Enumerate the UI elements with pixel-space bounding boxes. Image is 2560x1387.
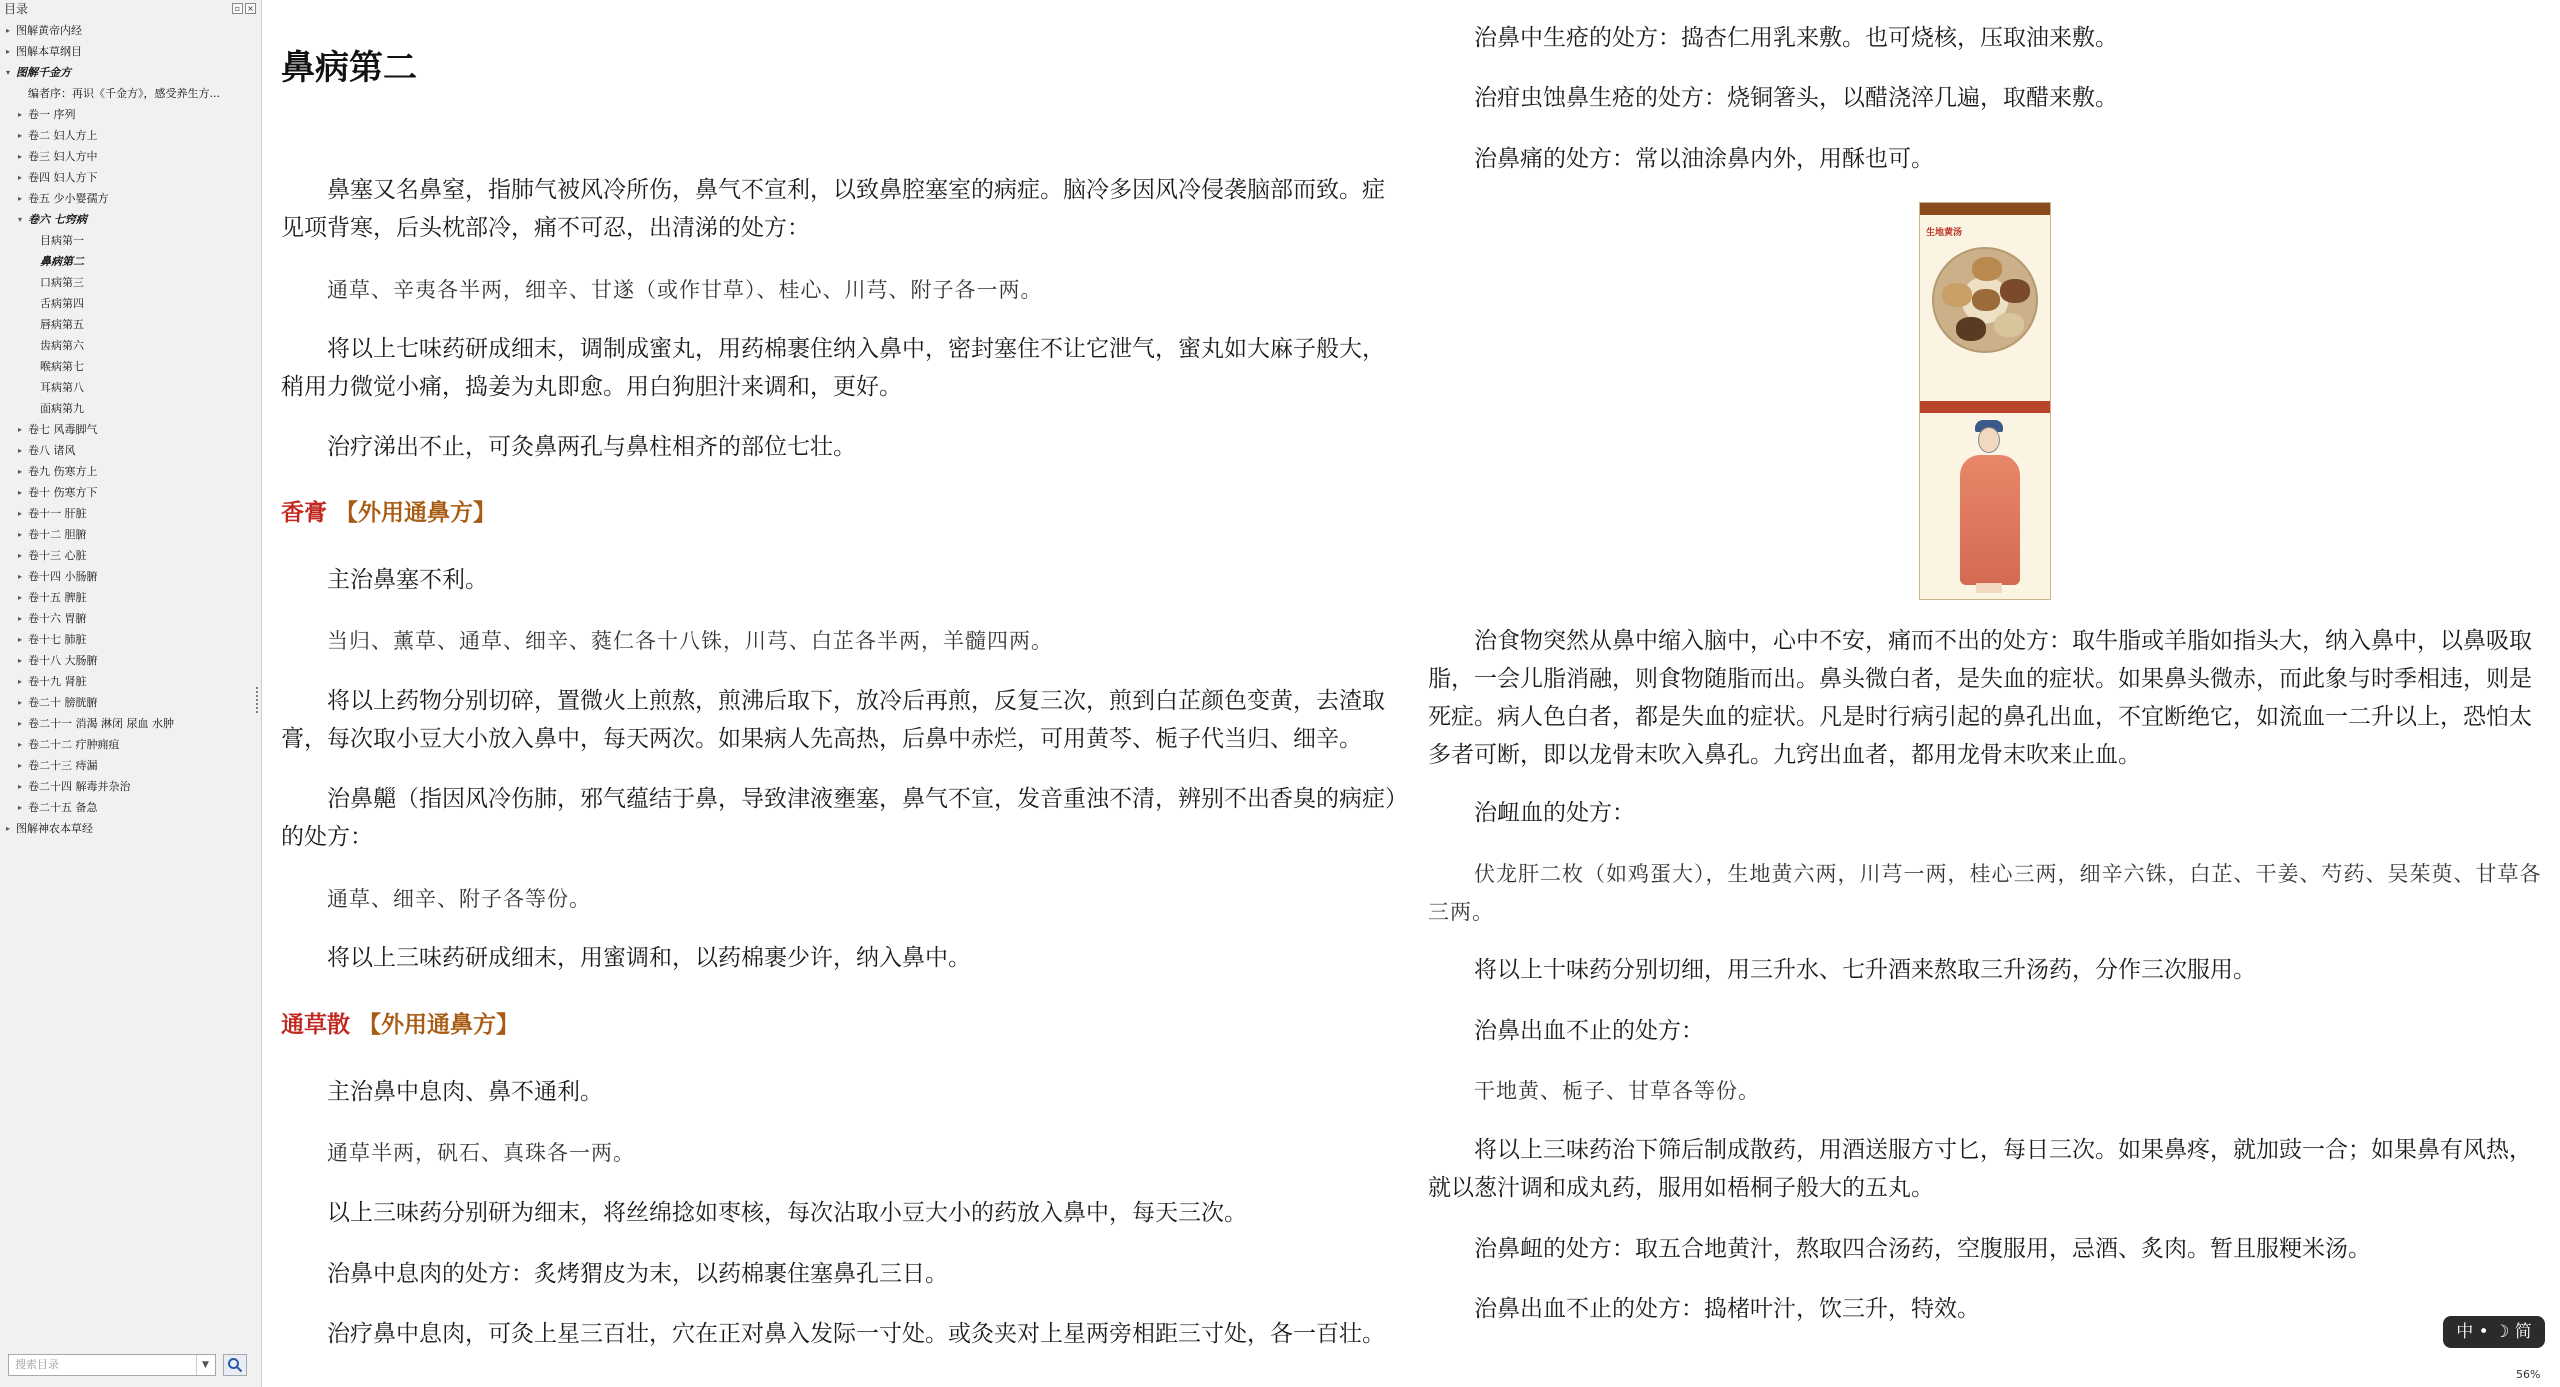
paragraph: 治鼻痛的处方：常以油涂鼻内外，用酥也可。 [1474,146,1934,172]
toc-item[interactable] [0,398,262,419]
toc-item-label: 耳病第八 [40,381,84,394]
chevron-right-icon[interactable]: ▸ [17,593,22,602]
toc-item-label: 卷十三 心脏 [28,549,87,562]
toc-item-label: 卷十五 脾脏 [28,591,87,604]
figure-head-image [1978,427,2000,453]
chevron-right-icon[interactable]: ▸ [17,509,22,518]
paragraph: 治鼻中息肉的处方：炙烤猬皮为末，以药棉裹住塞鼻孔三日。 [327,1261,948,1287]
toc-item-label: 卷四 妇人方下 [28,171,98,184]
chevron-right-icon[interactable]: ▸ [17,803,22,812]
herbal-illustration [1919,202,2051,600]
toc-item-label: 图解神农本草经 [16,822,93,835]
paragraph: 将以上三味药治下筛后制成散药，用酒送服方寸匕，每日三次。如果鼻疼，就加豉一合；如果鼻有风热，就以葱汁调和成丸药，服用如梧桐子般大的五丸。 [1428,1137,2532,1201]
toc-item-label: 图解千金方 [16,66,71,79]
toc-item-label: 齿病第六 [40,339,84,352]
illustration-banner [1920,401,2050,413]
toc-item-label: 卷十八 大肠腑 [28,654,98,667]
toc-item-label: 卷十一 肝脏 [28,507,87,520]
toc-item[interactable] [0,524,262,545]
paragraph: 将以上七味药研成细末，调制成蜜丸，用药棉裹住纳入鼻中，密封塞住不让它泄气，蜜丸如大麻子般大，稍用力微觉小痛，捣姜为丸即愈。用白狗胆汁来调和，更好。 [281,336,1385,400]
toc-item-label: 卷二十一 消渴 淋闭 尿血 水肿 [28,717,174,730]
toc-item[interactable] [0,335,262,356]
toc-item-label: 卷十九 肾脏 [28,675,87,688]
toc-item-label: 卷九 伤寒方上 [28,465,98,478]
paragraph: 治疳虫蚀鼻生疮的处方：烧铜箸头，以醋浇淬几遍，取醋来敷。 [1474,85,2118,111]
toc-item-label: 鼻病第二 [40,255,84,268]
toc-item[interactable] [0,167,262,188]
toc-item-label: 卷十 伤寒方下 [28,486,98,499]
chevron-down-icon[interactable]: ▼ [196,1355,214,1375]
toc-item[interactable] [0,776,262,797]
toc-item[interactable] [0,629,262,650]
chevron-right-icon[interactable]: ▸ [17,635,22,644]
section-heading-name: 香膏 [281,500,327,526]
herb-image [1956,317,1986,341]
paragraph: 主治鼻塞不利。 [327,567,488,593]
paragraph: 治食物突然从鼻中缩入脑中，心中不安，痛而不出的处方：取牛脂或羊脂如指头大，纳入鼻中，以鼻吸取脂，一会儿脂消融，则食物随脂而出。鼻头微白者，是失血的症状。如果鼻头微赤，而此象与时季相违，则是死症。病人色白者，都是失血的症状。凡是时行病引起的鼻孔出血，不宜断绝它，如流血一二升以上，恐怕太多者可断，即以龙骨末吹入鼻孔。九窍出血者，都用龙骨末吹来止血。 [1428,628,2532,768]
chevron-right-icon[interactable]: ▸ [17,446,22,455]
formula-text: 通草、细辛、附子各等份。 [327,887,591,911]
toc-item-label: 口病第三 [40,276,84,289]
toc-item-label: 卷二 妇人方上 [28,129,98,142]
formula-text: 干地黄、栀子、甘草各等份。 [1474,1079,1760,1103]
chevron-right-icon[interactable]: ▸ [17,782,22,791]
chevron-right-icon[interactable]: ▸ [17,656,22,665]
toc-sidebar [0,0,262,1387]
toc-item[interactable] [0,545,262,566]
toc-item[interactable] [0,188,262,209]
close-icon[interactable]: × [245,3,256,14]
paragraph: 将以上三味药研成细末，用蜜调和，以药棉裹少许，纳入鼻中。 [327,945,971,971]
toc-item[interactable] [0,20,262,41]
toc-item-label: 卷二十四 解毒并杂治 [28,780,131,793]
toc-item[interactable] [0,734,262,755]
search-icon [227,1357,243,1373]
toc-item[interactable] [0,272,262,293]
chevron-right-icon[interactable]: ▸ [17,719,22,728]
splitter-handle[interactable] [255,686,259,714]
paragraph: 治鼻齆（指因风冷伤肺，邪气蕴结于鼻，导致津液壅塞，鼻气不宣，发音重浊不清，辨别不出香臭的病症）的处方： [281,786,1397,850]
toc-item[interactable] [0,125,262,146]
toc-item-label: 卷十四 小肠腑 [28,570,98,583]
toc-item[interactable] [0,503,262,524]
toc-item[interactable] [0,587,262,608]
chevron-right-icon[interactable]: ▸ [17,572,22,581]
paragraph: 治衄血的处方： [1474,800,1635,826]
restore-icon[interactable]: ▫ [232,3,243,14]
toc-tree [0,20,262,839]
toc-item[interactable] [0,146,262,167]
toc-item-label: 卷二十二 疔肿痈疽 [28,738,120,751]
toc-item[interactable] [0,692,262,713]
paragraph: 鼻塞又名鼻窒，指肺气被风冷所伤，鼻气不宣利，以致鼻腔塞室的病症。脑冷多因风冷侵袭脑部而致。症见项背寒，后头枕部冷，痛不可忍，出清涕的处方： [281,177,1385,241]
toc-item-label: 卷八 诸风 [28,444,76,457]
toc-item-label: 面病第九 [40,402,84,415]
toc-item[interactable] [0,419,262,440]
toc-item-label: 喉病第七 [40,360,84,373]
toc-item-label: 卷一 序列 [28,108,76,121]
toc-item-label: 卷二十三 痔漏 [28,759,98,772]
toc-item[interactable] [0,377,262,398]
chevron-right-icon[interactable]: ▸ [5,26,10,35]
toc-item[interactable] [0,209,262,230]
toc-item-label: 卷六 七窍病 [28,213,87,226]
toc-item[interactable] [0,104,262,125]
toc-item[interactable] [0,755,262,776]
chevron-right-icon[interactable]: ▸ [17,131,22,140]
chevron-right-icon[interactable]: ▸ [17,761,22,770]
paragraph: 治疗鼻中息肉，可灸上星三百壮，穴在正对鼻入发际一寸处。或灸夹对上星两旁相距三寸处，各一百壮。 [327,1321,1385,1347]
toc-item[interactable] [0,566,262,587]
figure-robe-image [1960,455,2020,585]
chevron-right-icon[interactable]: ▸ [17,614,22,623]
toc-item-label: 卷十二 胆腑 [28,528,87,541]
toc-item-label: 图解黄帝内经 [16,24,82,37]
paragraph: 治鼻中生疮的处方：捣杏仁用乳来敷。也可烧核，压取油来敷。 [1474,25,2118,51]
chevron-right-icon[interactable]: ▸ [17,698,22,707]
chevron-right-icon[interactable]: ▸ [17,173,22,182]
search-placeholder: 搜索目录 [15,1358,59,1371]
paragraph: 主治鼻中息肉、鼻不通利。 [327,1079,603,1105]
toc-item[interactable] [0,83,262,104]
toc-item-label: 目病第一 [40,234,84,247]
herb-image [2000,279,2030,303]
toc-item-label: 卷五 少小婴孺方 [28,192,109,205]
chevron-right-icon[interactable]: ▸ [17,488,22,497]
paragraph: 治鼻出血不止的处方：捣楮叶汁，饮三升，特效。 [1474,1296,1980,1322]
paragraph: 治鼻衄的处方：取五合地黄汁，熬取四合汤药，空腹服用，忌酒、炙肉。暂且服粳米汤。 [1474,1236,2371,1262]
toc-item[interactable] [0,461,262,482]
toc-item[interactable] [0,440,262,461]
toc-search-input[interactable] [8,1354,216,1376]
toc-item-label: 卷二十 膀胱腑 [28,696,98,709]
toc-item-label: 卷三 妇人方中 [28,150,98,163]
paragraph: 将以上十味药分别切细，用三升水、七升酒来熬取三升汤药，分作三次服用。 [1474,957,2256,983]
zoom-level: 56% [2516,1368,2541,1381]
toc-item[interactable] [0,608,262,629]
chevron-down-icon[interactable]: ▾ [5,68,10,77]
language-toggle-button[interactable]: 中 • ☽ 简 [2443,1316,2545,1348]
toc-item[interactable] [0,356,262,377]
section-heading [281,494,496,532]
chevron-right-icon[interactable]: ▸ [17,530,22,539]
chevron-down-icon[interactable]: ▾ [17,215,22,224]
toc-title: 目录 [4,2,29,16]
toc-item-label: 卷七 风毒脚气 [28,423,98,436]
toc-item[interactable] [0,713,262,734]
illustration-label: 生地黄汤 [1926,228,1963,238]
herb-image [1994,313,2024,337]
herb-image [1972,289,2000,311]
toc-item[interactable] [0,482,262,503]
page-title: 鼻病第二 [281,48,417,88]
toc-header [0,0,262,18]
toc-item[interactable] [0,314,262,335]
illustration-banner [1920,203,2050,215]
toc-item-label: 卷二十五 备急 [28,801,98,814]
herb-image [1942,283,1972,307]
section-heading [281,1006,519,1044]
formula-text: 当归、薰草、通草、细辛、蕤仁各十八铢，川芎、白芷各半两，羊髓四两。 [327,629,1053,653]
toc-item-label: 编者序：再识《千金方》，感受养生方... [28,87,220,100]
search-button[interactable] [223,1354,247,1376]
toc-item[interactable] [0,230,262,251]
toc-item[interactable] [0,251,262,272]
chevron-right-icon[interactable]: ▸ [17,467,22,476]
toc-item[interactable] [0,671,262,692]
chevron-right-icon[interactable]: ▸ [17,194,22,203]
toc-item[interactable] [0,818,262,839]
toc-item-label: 舌病第四 [40,297,84,310]
formula-text: 通草半两，矾石、真珠各一两。 [327,1141,635,1165]
formula-text: 通草、辛夷各半两，细辛、甘遂（或作甘草）、桂心、川芎、附子各一两。 [327,278,1043,302]
toc-item[interactable] [0,62,262,83]
chevron-right-icon[interactable]: ▸ [17,152,22,161]
paragraph: 治疗涕出不止，可灸鼻两孔与鼻柱相齐的部位七壮。 [327,434,856,460]
toc-item[interactable] [0,293,262,314]
toc-item[interactable] [0,41,262,62]
chevron-right-icon[interactable]: ▸ [17,110,22,119]
chevron-right-icon[interactable]: ▸ [17,425,22,434]
toc-item[interactable] [0,797,262,818]
toc-item-label: 图解本草纲目 [16,45,82,58]
figure-feet-image [1976,583,2002,593]
paragraph: 将以上药物分别切碎，置微火上煎熬，煎沸后取下，放冷后再煎，反复三次，煎到白芷颜色变黄，去渣取膏，每次取小豆大小放入鼻中，每天两次。如果病人先高热，后鼻中赤烂，可用黄芩、栀子代当归、细辛。 [281,688,1385,752]
formula-text: 伏龙肝二枚（如鸡蛋大），生地黄六两，川芎一两，桂心三两，细辛六铢，白芷、干姜、芍药、吴茱萸、甘草各三两。 [1428,862,2542,924]
section-heading-tag: 【外用通鼻方】 [358,1012,520,1038]
chevron-right-icon[interactable]: ▸ [17,677,22,686]
section-heading-name: 通草散 [281,1012,350,1038]
toc-item-label: 卷十七 肺脏 [28,633,87,646]
chevron-right-icon[interactable]: ▸ [5,824,10,833]
toc-item[interactable] [0,650,262,671]
chevron-right-icon[interactable]: ▸ [5,47,10,56]
section-heading-tag: 【外用通鼻方】 [335,500,497,526]
herb-plate-image [1932,247,2038,353]
toc-item-label: 卷十六 胃腑 [28,612,87,625]
toc-item-label: 唇病第五 [40,318,84,331]
paragraph: 以上三味药分别研为细末，将丝绵捻如枣核，每次沾取小豆大小的药放入鼻中，每天三次。 [327,1200,1247,1226]
paragraph: 治鼻出血不止的处方： [1474,1018,1704,1044]
herb-image [1972,257,2002,281]
chevron-right-icon[interactable]: ▸ [17,551,22,560]
chevron-right-icon[interactable]: ▸ [17,740,22,749]
